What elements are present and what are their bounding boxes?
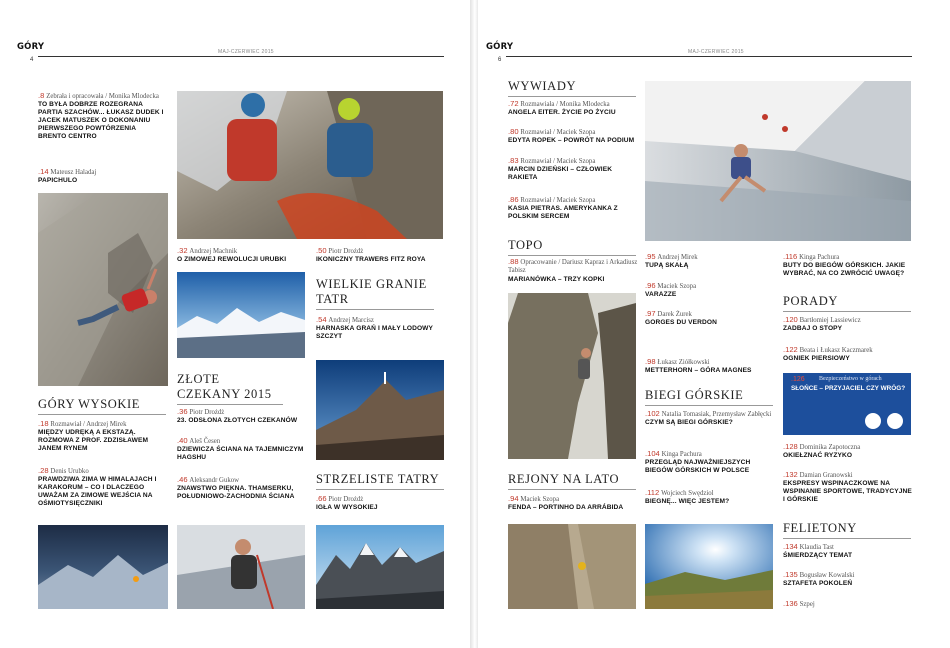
section-heading: WYWIADY (508, 79, 636, 97)
toc-entry[interactable] (177, 247, 305, 264)
page-ref: .54 (316, 315, 327, 324)
author: Opracowanie / Dariusz Kapraz i Arkadiusz Tabisz (508, 259, 638, 275)
article-title: ANGELA EITER. ŻYCIE PO ŻYCIU (508, 109, 616, 117)
page-ref: .40 (177, 436, 188, 445)
author: Dominika Zapotoczna (799, 444, 861, 451)
page-ref: .122 (783, 345, 798, 354)
toc-entry[interactable] (508, 495, 638, 512)
page-ref: .97 (645, 309, 656, 318)
page-ref: .102 (645, 409, 660, 418)
sunburst-valley-photo (645, 524, 773, 609)
toc-entry[interactable] (783, 316, 913, 333)
author: Rozmawiał / Maciek Szopa (520, 158, 596, 165)
box-label: Bezpieczeństwo w górach (819, 376, 882, 382)
author: Andrzej Marcisz (328, 317, 374, 324)
page-number: 4 (30, 57, 34, 63)
sea-cliff-photo (508, 524, 636, 609)
article-title: TUPĄ SKAŁĄ (645, 262, 689, 270)
right-page (478, 0, 950, 648)
page-ref: .132 (783, 470, 798, 479)
toc-entry[interactable] (783, 600, 913, 609)
section-heading: PORADY (783, 294, 911, 312)
page-ref: .120 (783, 315, 798, 324)
article-title: EKSPRESY WSPINACZKOWE NA WSPINANIE SPORTOWE, TRADYCYJNE I GÓRSKIE (783, 480, 912, 504)
page-ref: .66 (316, 494, 327, 503)
toc-entry[interactable] (508, 128, 638, 145)
author: Aleš Česen (189, 438, 221, 445)
author: Aleksandr Gukow (189, 477, 240, 484)
page-ref: .126 (791, 376, 805, 383)
article-title: MARCIN DZIEŃSKI – CZŁOWIEK RAKIETA (508, 166, 613, 182)
page-ref: .36 (177, 407, 188, 416)
left-page (0, 0, 470, 648)
article-title: FENDA – PORTINHO DA ARRÁBIDA (508, 504, 624, 512)
article-title: BUTY DO BIEGÓW GÓRSKICH. JAKIE WYBRAĆ, NA CO ZWRÓCIĆ UWAGĘ? (783, 262, 906, 278)
article-title: O ZIMOWEJ REWOLUCJI URUBKI (177, 256, 287, 264)
author: Bartłomiej Lassiewicz (799, 317, 861, 324)
author: Maciek Szopa (520, 496, 560, 503)
author: Maciek Szopa (657, 283, 697, 290)
article-title: ZADBAJ O STOPY (783, 325, 843, 333)
toc-entry[interactable] (645, 253, 773, 270)
toc-entry[interactable] (38, 467, 168, 508)
article-title: IKONICZNY TRAWERS FITZ ROYA (316, 256, 426, 264)
toc-entry[interactable] (645, 410, 773, 427)
toc-entry[interactable] (783, 543, 913, 560)
author: Kinga Pachura (661, 451, 702, 458)
author: Rozmawiał / Maciek Szopa (520, 129, 596, 136)
author: Mateusz Haladaj (50, 169, 97, 176)
toc-entry[interactable] (316, 247, 444, 264)
page-ref: .50 (316, 246, 327, 255)
toc-entry[interactable] (508, 157, 638, 182)
author: Piotr Drożdż (328, 496, 364, 503)
toc-entry[interactable] (316, 316, 444, 341)
author: Andrzej Mirek (657, 254, 698, 261)
toc-entry[interactable] (645, 358, 773, 375)
article-title: 23. ODSŁONA ZŁOTYCH CZEKANÓW (177, 417, 298, 425)
section-heading: ZŁOTE CZEKANY 2015 (177, 372, 283, 405)
toc-entry[interactable] (783, 346, 913, 363)
section-heading: BIEGI GÓRSKIE (645, 388, 773, 406)
climbers-big-photo (177, 91, 443, 239)
author: Piotr Drożdż (189, 409, 225, 416)
page-number: 6 (498, 57, 502, 63)
header-rule (506, 56, 912, 57)
toc-entry[interactable] (645, 310, 773, 327)
page-ref: .86 (508, 195, 519, 204)
toc-entry[interactable] (645, 282, 773, 299)
climber-portrait-photo (177, 525, 305, 609)
article-title: MIĘDZY UDRĘKĄ A EKSTAZĄ. ROZMOWA Z PROF. ZDZISŁAWEM JANEM RYNEM (38, 429, 149, 453)
author: Denis Urubko (50, 468, 89, 475)
author: Kinga Pachura (799, 254, 840, 261)
header-rule (38, 56, 444, 57)
article-title: OKIEŁZNAĆ RYZYKO (783, 452, 853, 460)
page-ref: .32 (177, 246, 188, 255)
toc-entry[interactable] (783, 443, 913, 460)
author: Andrzej Machnik (189, 248, 238, 255)
topr-badge-icon (887, 413, 903, 429)
author: Natalia Tomasiak, Przemysław Zabłęcki (661, 411, 772, 418)
author: Klaudia Tast (799, 544, 834, 551)
toc-entry[interactable] (645, 450, 773, 475)
page-ref: .8 (38, 91, 45, 100)
article-title: CZYM SĄ BIEGI GÓRSKIE? (645, 419, 733, 427)
page-ref: .116 (783, 252, 798, 261)
summit-photo (316, 360, 444, 460)
gutter (470, 0, 478, 648)
magazine-logo: GÓRY (17, 42, 45, 52)
author: Piotr Drożdż (328, 248, 364, 255)
page-ref: .134 (783, 542, 798, 551)
page-ref: .28 (38, 466, 49, 475)
toc-entry[interactable] (316, 495, 444, 512)
author: Łukasz Ziółkowski (657, 359, 710, 366)
article-title: VARAZZE (645, 291, 677, 299)
page-ref: .83 (508, 156, 519, 165)
magazine-logo: GÓRY (486, 42, 514, 52)
author: Rozmawiała / Monika Mlodecka (520, 101, 610, 108)
page-ref: .88 (508, 257, 519, 266)
page-ref: .46 (177, 475, 188, 484)
page-ref: .112 (645, 488, 660, 497)
article-title: SŁOŃCE – PRZYJACIEL CZY WRÓG? (791, 385, 906, 392)
page-ref: .18 (38, 419, 49, 428)
article-title: OGNIEK PIERSIOWY (783, 355, 850, 363)
toc-entry[interactable] (783, 253, 913, 278)
page-ref: .128 (783, 442, 798, 451)
article-title: KASIA PIETRAS. AMERYKANKA Z POLSKIM SERCEM (508, 205, 618, 221)
article-title: ŚMIERDZĄCY TEMAT (783, 552, 853, 560)
article-title: MARIANÓWKA – TRZY KOPKI (508, 275, 605, 283)
section-heading: FELIETONY (783, 521, 911, 539)
article-title: PRAWDZIWA ZIMA W HIMALAJACH I KARAKORUM – CO I DLACZEGO UWAŻAM ZA ZIMOWE WEJŚCIA NA OŚMIOTYSIĘCZNIKI (38, 476, 157, 508)
page-ref: .98 (645, 357, 656, 366)
toc-entry[interactable] (508, 258, 638, 284)
author: Bogusław Kowalski (799, 572, 855, 579)
toc-entry[interactable] (508, 196, 638, 221)
safety-feature-box[interactable] (783, 373, 911, 435)
article-title: TO BYŁA DOBRZE ROZEGRANA PARTIA SZACHÓW... ŁUKASZ DUDEK I JACEK MATUSZEK O DOKONANIU PIERWSZEGO POWTÓRZENIA BRENTO CENTRO (38, 101, 164, 141)
author: Szpej (799, 601, 815, 608)
article-title: SZTAFETA POKOLEŃ (783, 580, 853, 588)
article-title: DZIEWICZA ŚCIANA NA TAJEMNICZYM HAGSHU (177, 446, 304, 462)
toc-entry[interactable] (38, 420, 168, 453)
article-title: BIEGNĘ... WIĘC JESTEM? (645, 498, 730, 506)
article-title: GORGES DU VERDON (645, 319, 717, 327)
page-ref: .104 (645, 449, 660, 458)
issue-date: MAJ-CZERWIEC 2015 (688, 49, 744, 55)
panorama-photo (177, 272, 305, 358)
toc-entry[interactable] (177, 408, 305, 425)
author: Darek Żurek (657, 311, 692, 318)
article-title: EDYTA ROPEK – POWRÓT NA PODIUM (508, 137, 635, 145)
article-title: HARNASKA GRAŃ I MAŁY LODOWY SZCZYT (316, 325, 433, 341)
toc-entry[interactable] (783, 471, 913, 504)
toc-entry[interactable] (38, 92, 166, 141)
page-ref: .80 (508, 127, 519, 136)
tatra-peaks-photo (316, 525, 444, 609)
himalaya-night-photo (38, 525, 168, 609)
article-title: METTERHORN – GÓRA MAGNES (645, 367, 752, 375)
author: Zebrała i opracowała / Monika Mlodecka (46, 93, 159, 100)
toc-entry[interactable] (508, 100, 638, 117)
author: Wojciech Swędziol (661, 490, 714, 497)
article-title: PAPICHULO (38, 177, 78, 185)
section-heading: REJONY NA LATO (508, 472, 636, 490)
gopr-badge-icon (865, 413, 881, 429)
indoor-climbing-photo (645, 81, 911, 241)
section-heading: TOPO (508, 238, 636, 256)
toc-entry[interactable] (645, 489, 773, 506)
toc-entry[interactable] (38, 168, 166, 185)
article-title: ZNAWSTWO PIĘKNA. THAMSERKU, POŁUDNIOWO-ZACHODNIA ŚCIANA (177, 485, 295, 501)
page-ref: .136 (783, 599, 798, 608)
author: Beata i Łukasz Kaczmarek (799, 347, 873, 354)
article-title: IGŁA W WYSOKIEJ (316, 504, 378, 512)
page-ref: .135 (783, 570, 798, 579)
toc-entry[interactable] (177, 437, 305, 462)
page-ref: .96 (645, 281, 656, 290)
toc-entry[interactable] (783, 571, 913, 588)
section-heading: GÓRY WYSOKIE (38, 397, 166, 415)
climber-photo (38, 193, 168, 386)
page-ref: .94 (508, 494, 519, 503)
page-ref: .95 (645, 252, 656, 261)
issue-date: MAJ-CZERWIEC 2015 (218, 49, 274, 55)
author: Rozmawiał / Andrzej Mirek (50, 421, 127, 428)
author: Damian Granowski (799, 472, 853, 479)
toc-entry[interactable] (177, 476, 305, 501)
page-ref: .14 (38, 167, 49, 176)
page-ref: .72 (508, 99, 519, 108)
section-heading: STRZELISTE TATRY (316, 472, 444, 490)
crag-photo (508, 293, 636, 459)
article-title: PRZEGLĄD NAJWAŻNIEJSZYCH BIEGÓW GÓRSKICH W POLSCE (645, 459, 751, 475)
section-heading: WIELKIE GRANIE TATR (316, 277, 434, 310)
author: Rozmawiał / Maciek Szopa (520, 197, 596, 204)
